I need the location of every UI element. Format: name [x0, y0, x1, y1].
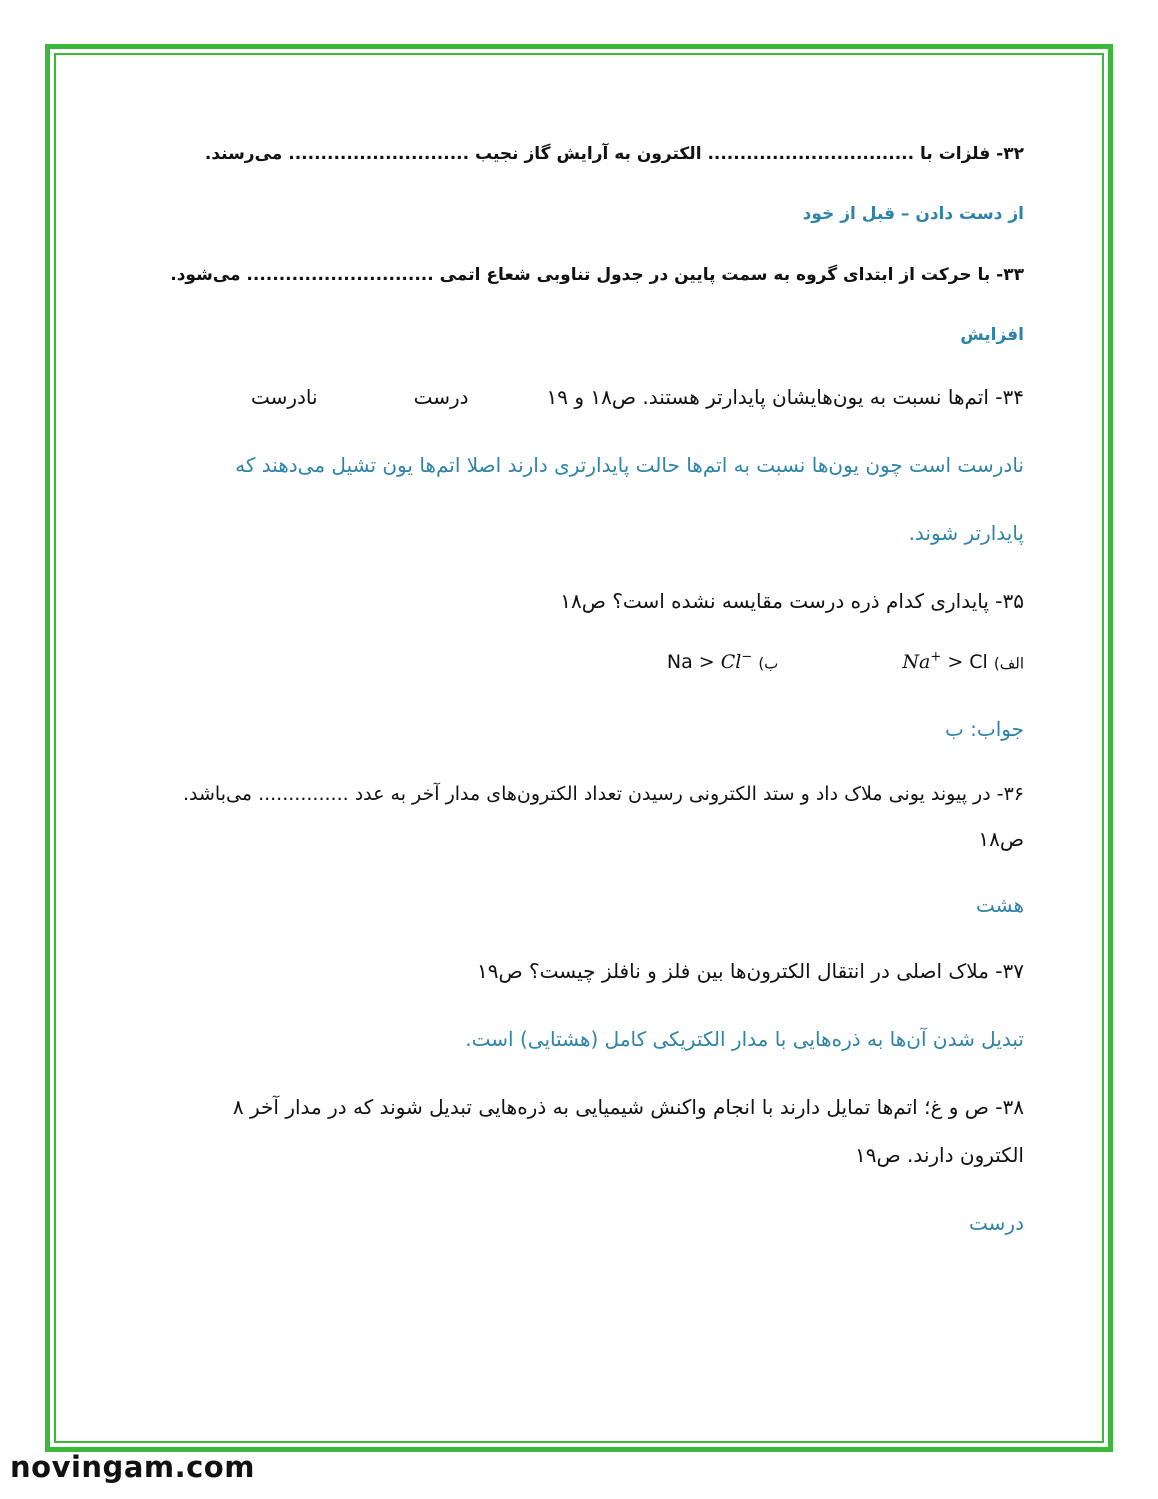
option-true: درست — [413, 385, 469, 409]
question-35-options — [667, 650, 1024, 675]
answer-32: از دست دادن – قبل از خود — [802, 204, 1024, 224]
option-a-charge: + — [930, 650, 942, 665]
option-b-label: ب) — [758, 654, 779, 673]
option-b-formula — [667, 651, 752, 673]
question-38-line2: الکترون دارند. ص۱۹ — [854, 1143, 1024, 1167]
question-36-line1: ۳۶- در پیوند یونی ملاک داد و ستد الکترونی رسیدن تعداد الکترون‌های مدار آخر به عدد ............... می‌باشد. — [183, 783, 1024, 805]
question-33: ۳۳- با حرکت از ابتدای گروه به سمت پایین در جدول تناوبی شعاع اتمی ............................. می‌شود. — [170, 265, 1024, 285]
answer-34-line1: نادرست است چون یون‌ها نسبت به اتم‌ها حالت پایدارتری دارند اصلا اتم‌ها یون تشیل می‌دهند که — [235, 453, 1024, 477]
answer-34-line2: پایدارتر شوند. — [908, 521, 1024, 545]
question-34 — [251, 384, 1024, 410]
option-a-formula — [902, 651, 987, 673]
option-b-lead: Na > — [666, 651, 715, 674]
option-false: نادرست — [250, 385, 318, 409]
option-a-label: الف) — [993, 654, 1024, 673]
question-34-text: ۳۴- اتم‌ها نسبت به یون‌هایشان پایدارتر هستند. ص۱۸ و ۱۹ — [546, 385, 1024, 409]
footer-watermark: novingam.com — [10, 1450, 255, 1484]
option-a-rest: > Cl — [947, 651, 988, 674]
option-b-species: Cl — [720, 651, 742, 674]
option-b-charge: − — [741, 650, 753, 665]
answer-33: افزایش — [960, 325, 1024, 345]
question-37: ۳۷- ملاک اصلی در انتقال الکترون‌ها بین فلز و نافلز چیست؟ ص۱۹ — [477, 959, 1024, 983]
answer-35: جواب: ب — [944, 717, 1024, 741]
page-border-inner — [54, 53, 1104, 1443]
question-35: ۳۵- پایداری کدام ذره درست مقایسه نشده است؟ ص۱۸ — [560, 589, 1024, 613]
question-38-line1: ۳۸- ص و غ؛ اتم‌ها تمایل دارند با انجام واکنش شیمیایی به ذره‌هایی تبدیل شوند که در مدار آخر ۸ — [232, 1095, 1024, 1119]
option-a-species: Na — [902, 651, 931, 674]
answer-37: تبدیل شدن آن‌ها به ذره‌هایی با مدار الکتریکی کامل (هشتایی) است. — [465, 1027, 1024, 1051]
question-36-line2: ص۱۸ — [978, 827, 1024, 851]
answer-36: هشت — [975, 893, 1024, 917]
question-32: ۳۲- فلزات با ................................ الکترون به آرایش گاز نجیب ............................ می‌رسند. — [204, 144, 1024, 164]
answer-38: درست — [969, 1211, 1024, 1235]
